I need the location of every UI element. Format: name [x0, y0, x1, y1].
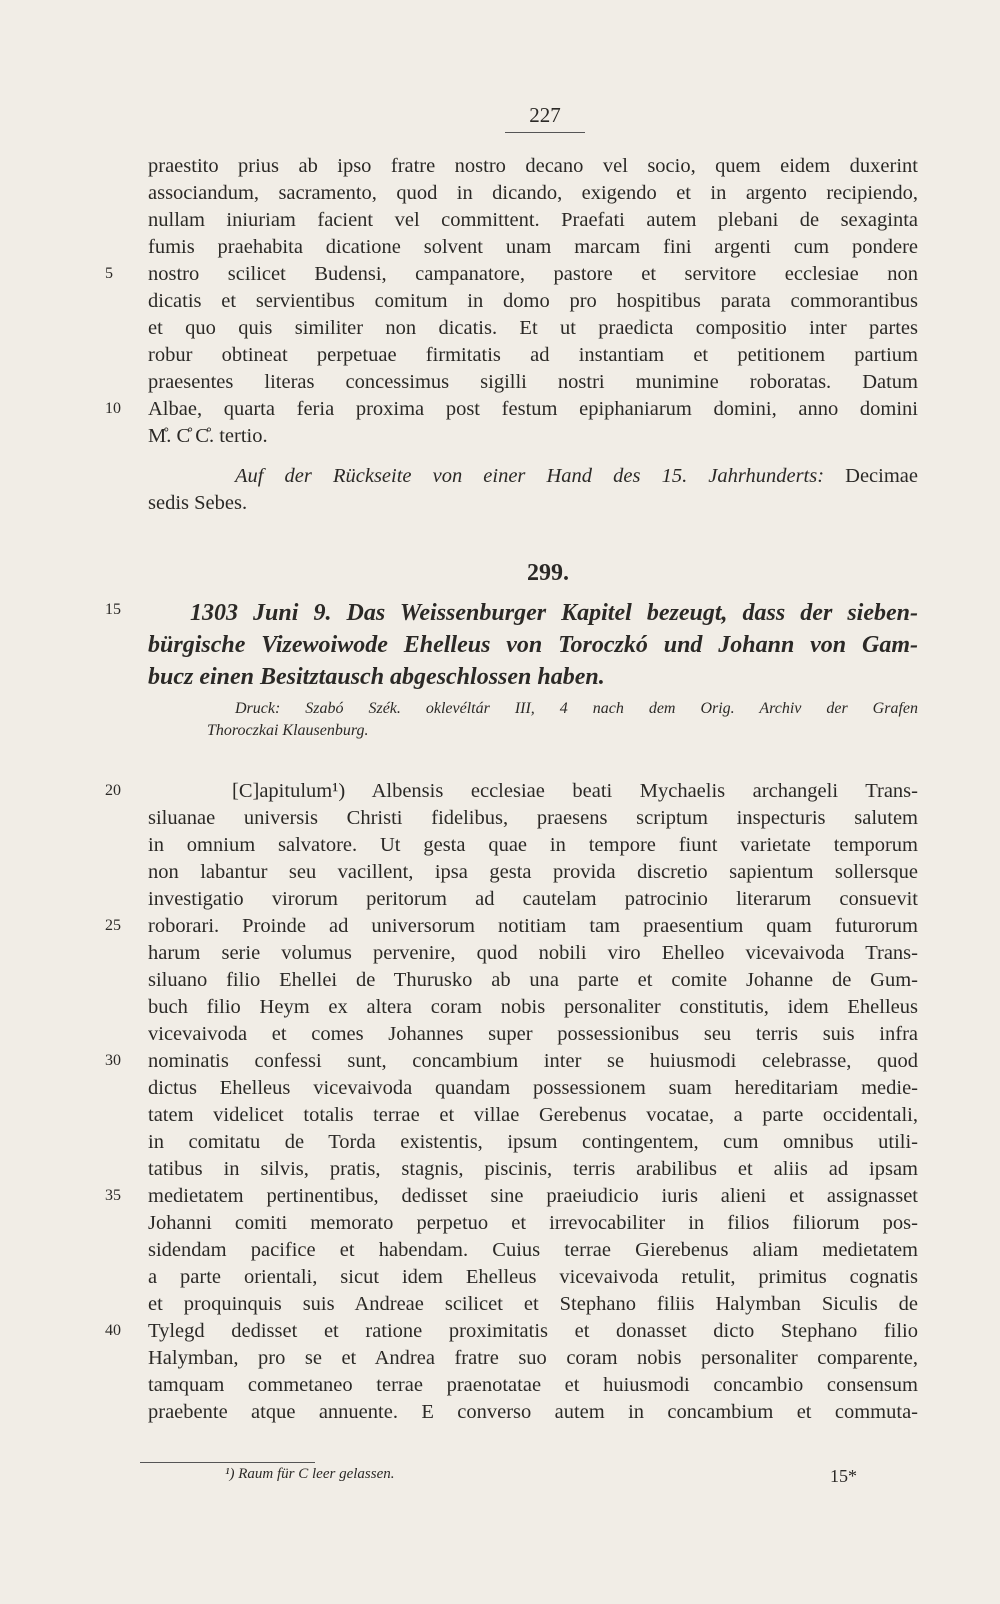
text-line: associandum, sacramento, quod in dicando, exigendo et in argento recipiendo,: [148, 182, 918, 204]
line-number: 25: [105, 917, 121, 934]
text-line: Johanni comiti memorato perpetuo et irrevocabiliter in filios filiorum pos-: [148, 1212, 918, 1234]
regest-heading-line: bürgische Vizewoiwode Ehelleus von Toroczkó und Johann von Gam-: [148, 632, 918, 658]
text-line: siluano filio Ehellei de Thurusko ab una parte et comite Johanne de Gum-: [148, 969, 918, 991]
signature-mark: 15*: [830, 1466, 857, 1486]
text-line: fumis praehabita dicatione solvent unam marcam fini argenti cum pondere: [148, 236, 918, 258]
text-line: vicevaivoda et comes Johannes super possessionibus seu terris suis infra: [148, 1023, 918, 1045]
line-number: 30: [105, 1052, 121, 1069]
entry-number: 299.: [527, 560, 569, 586]
footnote-rule: [140, 1462, 315, 1463]
footnote: ¹) Raum für C leer gelassen.: [225, 1466, 395, 1482]
regest-heading-line: bucz einen Besitztausch abgeschlossen haben.: [148, 664, 605, 690]
text-line: [C]apitulum¹) Albensis ecclesiae beati Mychaelis archangeli Trans-: [232, 780, 918, 802]
line-number: 35: [105, 1187, 121, 1204]
text-line: M̊. C̊ C̊. tertio.: [148, 425, 268, 447]
endorsement-note: Auf der Rückseite von einer Hand des 15. Jahrhunderts:: [235, 465, 825, 487]
text-line: et proquinquis suis Andreae scilicet et Stephano filiis Halymban Siculis de: [148, 1293, 918, 1315]
page-number-rule: [505, 132, 585, 133]
text-line: tatibus in silvis, pratis, stagnis, piscinis, terris arabilibus et aliis ad ipsam: [148, 1158, 918, 1180]
source-line: Druck: Szabó Szék. oklevéltár III, 4 nach dem Orig. Archiv der Grafen: [235, 700, 918, 717]
text-line: siluanae universis Christi fidelibus, praesens scriptum inspecturis salutem: [148, 807, 918, 829]
text-line: non labantur seu vacillent, ipsa gesta provida discretio sapientum sollersque: [148, 861, 918, 883]
text-line: robur obtineat perpetuae firmitatis ad instantiam et petitionem partium: [148, 344, 918, 366]
text-line: dicatis et servientibus comitum in domo pro hospitibus parata commorantibus: [148, 290, 918, 312]
text-line: praesentes literas concessimus sigilli nostri munimine roboratas. Datum: [148, 371, 918, 393]
page-number: 227: [529, 103, 561, 127]
text-line: in omnium salvatore. Ut gesta quae in tempore fiunt varietate temporum: [148, 834, 918, 856]
text-line: a parte orientali, sicut idem Ehelleus vicevaivoda retulit, primitus cognatis: [148, 1266, 918, 1288]
text-line: nostro scilicet Budensi, campanatore, pastore et servitore ecclesiae non: [148, 263, 918, 285]
text-line: investigatio virorum peritorum ad cautelam patrocinio literarum consuevit: [148, 888, 918, 910]
endorsement-continuation: sedis Sebes.: [148, 492, 248, 514]
endorsement-text: Decimae: [845, 465, 918, 487]
text-line: nullam iniuriam facient vel committent. Praefati autem plebani de sexaginta: [148, 209, 918, 231]
text-line: tamquam commetaneo terrae praenotatae et huiusmodi concambio consensum: [148, 1374, 918, 1396]
endorsement-line: [235, 463, 918, 489]
text-line: roborari. Proinde ad universorum notitiam tam praesentium quam futurorum: [148, 915, 918, 937]
line-number: 20: [105, 782, 121, 799]
text-line: Halymban, pro se et Andrea fratre suo coram nobis personaliter comparente,: [148, 1347, 918, 1369]
text-line: praebente atque annuente. E converso autem in concambium et commuta-: [148, 1401, 918, 1423]
text-line: buch filio Heym ex altera coram nobis personaliter constitutis, idem Ehelleus: [148, 996, 918, 1018]
text-line: harum serie volumus pervenire, quod nobili viro Ehelleo vicevaivoda Trans-: [148, 942, 918, 964]
text-line: medietatem pertinentibus, dedisset sine praeiudicio iuris alieni et assignasset: [148, 1185, 918, 1207]
regest-heading-line: 1303 Juni 9. Das Weissenburger Kapitel bezeugt, dass der sieben-: [190, 600, 918, 626]
text-line: et quo quis similiter non dicatis. Et ut praedicta compositio inter partes: [148, 317, 918, 339]
text-line: in comitatu de Torda existentis, ipsum contingentem, cum omnibus utili-: [148, 1131, 918, 1153]
line-number: 40: [105, 1322, 121, 1339]
text-line: tatem videlicet totalis terrae et villae Gerebenus vocatae, a parte occidentali,: [148, 1104, 918, 1126]
line-number: 10: [105, 400, 121, 417]
line-number: 5: [105, 265, 113, 282]
text-line: Albae, quarta feria proxima post festum epiphaniarum domini, anno domini: [148, 398, 918, 420]
text-line: Tylegd dedisset et ratione proximitatis et donasset dicto Stephano filio: [148, 1320, 918, 1342]
line-number: 15: [105, 601, 121, 618]
text-line: sidendam pacifice et habendam. Cuius terrae Gierebenus aliam medietatem: [148, 1239, 918, 1261]
source-line: Thoroczkai Klausenburg.: [207, 722, 369, 739]
text-line: nominatis confessi sunt, concambium inter se huiusmodi celebrasse, quod: [148, 1050, 918, 1072]
text-line: dictus Ehelleus vicevaivoda quandam possessionem suam hereditariam medie-: [148, 1077, 918, 1099]
text-line: praestito prius ab ipso fratre nostro decano vel socio, quem eidem duxerint: [148, 155, 918, 177]
